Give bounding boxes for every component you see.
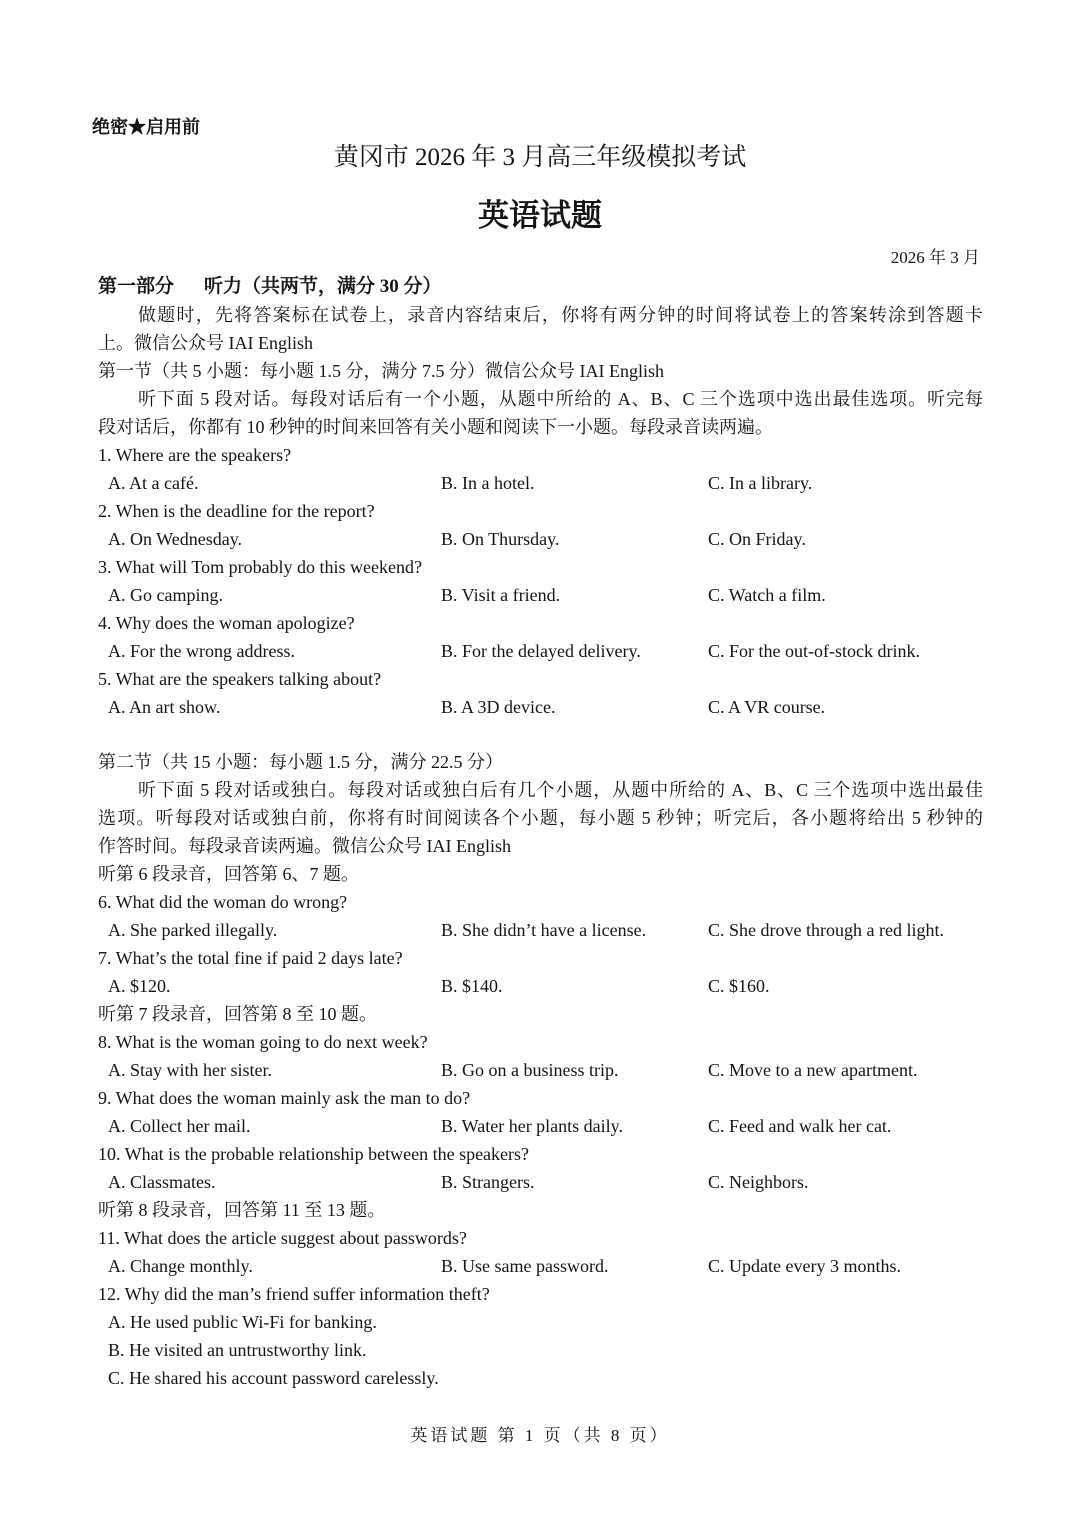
option-a: A. Change monthly. [108,1256,253,1276]
section1-instruction-line: 听下面 5 段对话。每段对话后有一个小题，从题中所给的 A、B、C 三个选项中选出最佳选项。听完每 [138,389,983,409]
option-a: A. Stay with her sister. [108,1060,272,1080]
option-c: C. A VR course. [708,697,826,717]
option-row [98,1056,983,1084]
option-a: A. $120. [108,976,171,996]
question-stem: 3. What will Tom probably do this weekend? [98,557,423,577]
option-c: C. Watch a film. [708,585,826,605]
option-c: C. Feed and walk her cat. [708,1116,892,1136]
section2-instruction-line: 作答时间。每段录音读两遍。微信公众号 IAI English [98,836,511,856]
question-12 [98,1280,983,1392]
option-b: B. A 3D device. [441,697,556,717]
option-c: C. He shared his account password carelessly. [108,1368,439,1388]
option-b: B. Use same password. [441,1256,609,1276]
option-c: C. She drove through a red light. [708,920,944,940]
section2-instruction-line: 选项。听每段对话或独白前，你将有时间阅读各个小题，每小题 5 秒钟；听完后，各小题将给出 5 秒钟的 [98,808,983,828]
option-a: A. Classmates. [108,1172,216,1192]
option-row [98,972,983,1000]
option-c: C. On Friday. [708,529,806,549]
option-b: B. Visit a friend. [441,585,561,605]
question-stem: 9. What does the woman mainly ask the man to do? [98,1088,471,1108]
option-b: B. On Thursday. [441,529,560,549]
option-c: C. In a library. [708,473,813,493]
question-stem: 12. Why did the man’s friend suffer information theft? [98,1284,490,1304]
question-1 [98,441,983,497]
option-a: A. He used public Wi-Fi for banking. [108,1312,377,1332]
option-row [98,693,983,721]
recording-prompt: 听第 6 段录音，回答第 6、7 题。 [98,864,359,884]
confidential-mark: 绝密★启用前 [92,117,200,137]
option-a: A. At a café. [108,473,199,493]
option-row [98,637,983,665]
exam-content [98,273,983,1392]
option-a: A. Go camping. [108,585,223,605]
option-b: B. Water her plants daily. [441,1116,624,1136]
option-a: A. Collect her mail. [108,1116,251,1136]
option-row [98,581,983,609]
question-stem: 4. Why does the woman apologize? [98,613,355,633]
option-b: B. She didn’t have a license. [441,920,647,940]
question-11 [98,1224,983,1280]
question-stem: 5. What are the speakers talking about? [98,669,382,689]
option-row [98,1112,983,1140]
option-b: B. For the delayed delivery. [441,641,641,661]
section2-instruction-line: 听下面 5 段对话或独白。每段对话或独白后有几个小题，从题中所给的 A、B、C 三个选项中选出最佳 [138,780,983,800]
option-row [98,469,983,497]
option-row [98,1168,983,1196]
question-5 [98,665,983,721]
question-stem: 11. What does the article suggest about passwords? [98,1228,467,1248]
subject-title: 英语试题 [478,198,602,233]
question-8 [98,1028,983,1084]
part1-instruction-line: 上。微信公众号 IAI English [98,333,313,353]
option-b: B. He visited an untrustworthy link. [108,1340,367,1360]
exam-date: 2026 年 3 月 [890,248,980,267]
option-b: B. $140. [441,976,503,996]
question-stem: 1. Where are the speakers? [98,445,292,465]
recording-prompt: 听第 7 段录音，回答第 8 至 10 题。 [98,1004,377,1024]
question-7 [98,944,983,1000]
option-row [98,916,983,944]
section1-instruction-line: 段对话后，你都有 10 秒钟的时间来回答有关小题和阅读下一小题。每段录音读两遍。 [98,417,773,437]
question-4 [98,609,983,665]
exam-title: 黄冈市 2026 年 3 月高三年级模拟考试 [333,144,747,171]
page-footer: 英语试题 第 1 页（共 8 页） [410,1426,670,1445]
recording-prompt: 听第 8 段录音，回答第 11 至 13 题。 [98,1200,386,1220]
option-b: B. Strangers. [441,1172,535,1192]
section2-heading: 第二节（共 15 小题：每小题 1.5 分，满分 22.5 分） [98,752,503,772]
question-10 [98,1140,983,1196]
option-c: C. Move to a new apartment. [708,1060,918,1080]
question-stem: 2. When is the deadline for the report? [98,501,375,521]
option-row [98,1252,983,1280]
option-c: C. $160. [708,976,770,996]
question-9 [98,1084,983,1140]
part1-heading [98,273,983,301]
option-b: B. In a hotel. [441,473,535,493]
question-stem: 10. What is the probable relationship between the speakers? [98,1144,530,1164]
option-b: B. Go on a business trip. [441,1060,619,1080]
section-spacer [98,721,983,748]
part1-label: 第一部分 [98,276,175,297]
question-stem: 8. What is the woman going to do next week? [98,1032,428,1052]
question-3 [98,553,983,609]
option-c: C. For the out-of-stock drink. [708,641,920,661]
question-stem: 6. What did the woman do wrong? [98,892,348,912]
option-row [98,525,983,553]
section1-heading: 第一节（共 5 小题：每小题 1.5 分，满分 7.5 分）微信公众号 IAI English [98,361,664,381]
question-6 [98,888,983,944]
question-2 [98,497,983,553]
option-c: C. Neighbors. [708,1172,809,1192]
option-a: A. An art show. [108,697,221,717]
part1-instruction-line: 做题时，先将答案标在试卷上，录音内容结束后，你将有两分钟的时间将试卷上的答案转涂到答题卡 [138,305,983,325]
question-stem: 7. What’s the total fine if paid 2 days late? [98,948,403,968]
option-a: A. On Wednesday. [108,529,243,549]
option-c: C. Update every 3 months. [708,1256,901,1276]
part1-title: 听力（共两节，满分 30 分） [204,276,442,297]
option-a: A. For the wrong address. [108,641,295,661]
option-a: A. She parked illegally. [108,920,278,940]
